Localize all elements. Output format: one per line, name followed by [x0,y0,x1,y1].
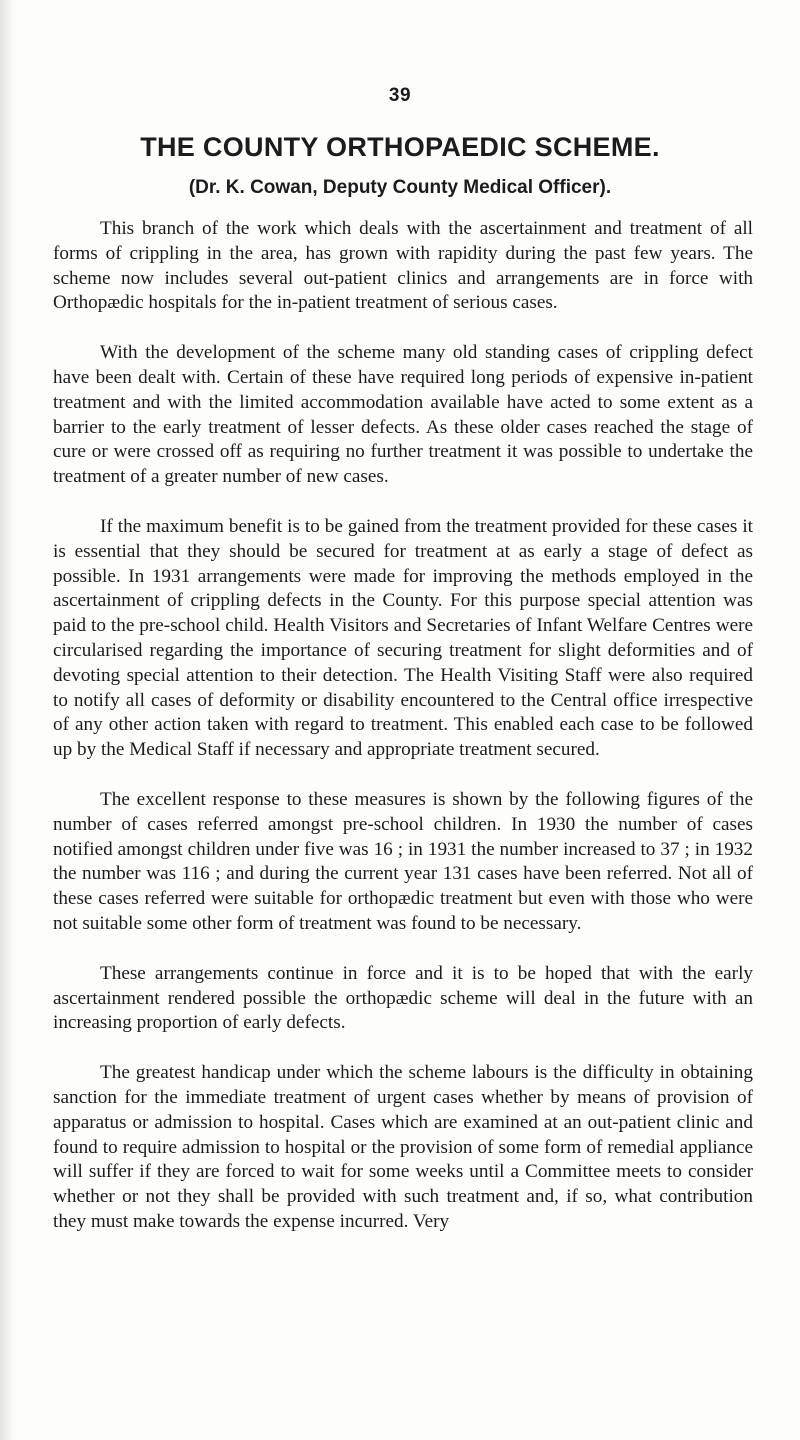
page-title: THE COUNTY ORTHOPAEDIC SCHEME. [140,132,660,162]
paragraph: The greatest handicap under which the scheme labours is the difficulty in obtaining sanction for the immediate treatment of urgent cases whether by means of provision of apparatus or admission to hospital. Cases which are examined at an out-patient clinic and found to require admission to hospital or the provision of some form of remedial appliance will suffer if they are forced to wait for some weeks until a Committee meets to consider whether or not they shall be provided with such treatment and, if so, what contribution they must make towards the expense incurred. Very [53,1062,753,1232]
page-number: 39 [388,85,412,106]
paragraph: The excellent response to these measures is shown by the following figures of the number of cases referred amongst pre-school children. In 1930 the number of cases notified amongst children under five was 16 ; in 1931 the number increased to 37 ; in 1932 the number was 116 ; and during the current year 131 cases have been referred. Not all of these cases referred were suitable for orthopædic treatment but even with those who were not suitable some other form of treatment was found to be necessary. [53,788,753,934]
page-subtitle: (Dr. K. Cowan, Deputy County Medical Officer). [188,177,612,198]
paragraph: This branch of the work which deals with the ascertainment and treatment of all forms of crippling in the area, has grown with rapidity during the past few years. The scheme now includes several out-patient clinics and arrangements are in force with Orthopædic hospitals for the in-patient treatment of serious cases. [53,218,753,314]
page-edge-shadow [0,0,14,1440]
paragraph: These arrangements continue in force and it is to be hoped that with the early ascertainment rendered possible the orthopædic scheme will deal in the future with an increasing proportion of early defects. [53,962,753,1034]
paragraph: If the maximum benefit is to be gained from the treatment provided for these cases it is essential that they should be secured for treatment at as early a stage of defect as possible. In 1931 arrangements were made for improving the methods employed in the ascertainment of crippling defects in the County. For this purpose special attention was paid to the pre-school child. Health Visitors and Secretaries of Infant Welfare Centres were circularised regarding the importance of securing treatment for slight deformities and of devoting special attention to their detection. The Health Visiting Staff were also required to notify all cases of deformity or disability encountered to the Central office irrespective of any other action taken with regard to treatment. This enabled each case to be followed up by the Medical Staff if necessary and appropriate treatment secured. [53,515,753,761]
body-text [53,217,753,1235]
paragraph: With the development of the scheme many old standing cases of crippling defect have been dealt with. Certain of these have required long periods of expensive in-patient treatment and with the limited accommodation available have acted to some extent as a barrier to the early treatment of lesser defects. As these older cases reached the stage of cure or were crossed off as requiring no further treatment it was possible to undertake the treatment of a greater number of new cases. [53,342,753,488]
